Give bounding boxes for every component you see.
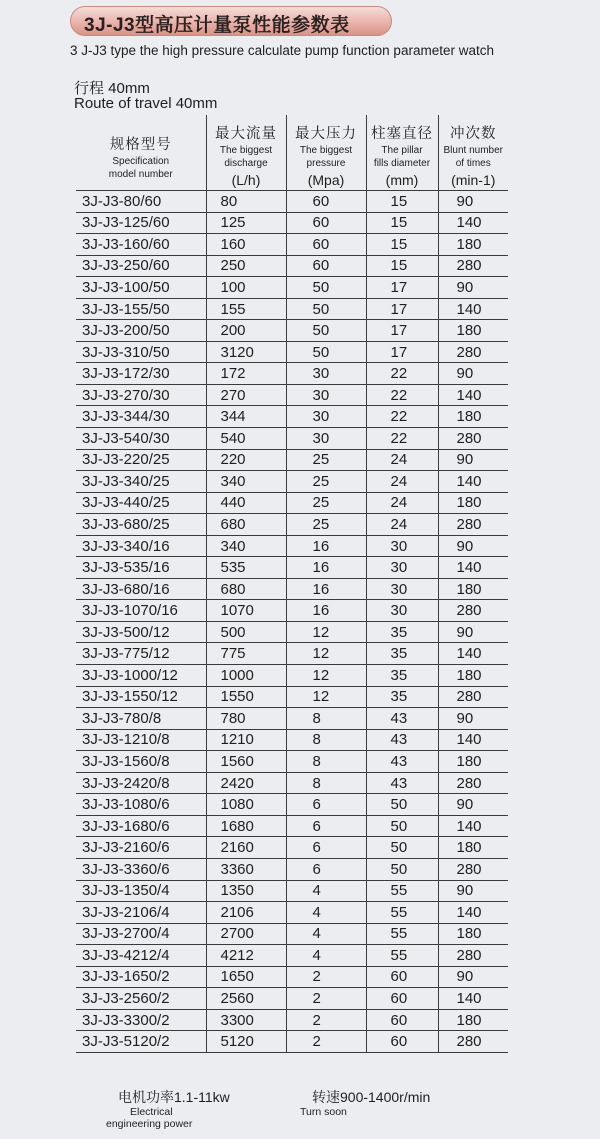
cell-model: 3J-J3-2106/4 — [76, 902, 206, 924]
cell-diameter: 15 — [366, 212, 438, 234]
cell-flow: 200 — [206, 320, 286, 342]
cell-model: 3J-J3-535/16 — [76, 557, 206, 579]
cell-pressure: 16 — [286, 535, 366, 557]
cell-flow: 1210 — [206, 729, 286, 751]
cell-strokes: 140 — [438, 384, 508, 406]
cell-model: 3J-J3-440/25 — [76, 492, 206, 514]
table-row — [76, 923, 508, 945]
table-row — [76, 988, 508, 1010]
cell-pressure: 8 — [286, 772, 366, 794]
table-row — [76, 255, 508, 277]
table-row — [76, 643, 508, 665]
cell-flow: 680 — [206, 578, 286, 600]
cell-pressure: 60 — [286, 191, 366, 213]
header-diameter-cn: 柱塞直径 — [371, 126, 433, 142]
cell-diameter: 55 — [366, 945, 438, 967]
cell-strokes: 280 — [438, 428, 508, 450]
cell-pressure: 16 — [286, 600, 366, 622]
header-strokes-en1: Blunt number — [443, 145, 503, 156]
cell-pressure: 6 — [286, 858, 366, 880]
cell-diameter: 22 — [366, 428, 438, 450]
travel-cn: 行程 40mm — [74, 80, 150, 97]
cell-flow: 1650 — [206, 966, 286, 988]
cell-strokes: 140 — [438, 643, 508, 665]
table-row — [76, 320, 508, 342]
table-row — [76, 492, 508, 514]
cell-diameter: 35 — [366, 621, 438, 643]
header-pressure-en2: pressure — [306, 158, 346, 169]
cell-diameter: 55 — [366, 902, 438, 924]
cell-strokes: 180 — [438, 923, 508, 945]
table-row — [76, 363, 508, 385]
cell-pressure: 2 — [286, 1009, 366, 1031]
cell-model: 3J-J3-340/16 — [76, 535, 206, 557]
cell-strokes: 140 — [438, 557, 508, 579]
table-row — [76, 535, 508, 557]
header-model-cn: 规格型号 — [109, 137, 172, 153]
cell-pressure: 30 — [286, 363, 366, 385]
cell-flow: 3360 — [206, 858, 286, 880]
table-row — [76, 191, 508, 213]
cell-diameter: 35 — [366, 665, 438, 687]
header-strokes-unit: (min-1) — [451, 172, 496, 188]
table-row — [76, 406, 508, 428]
table-row — [76, 384, 508, 406]
cell-flow: 340 — [206, 535, 286, 557]
cell-flow: 4212 — [206, 945, 286, 967]
table-row — [76, 1031, 508, 1053]
cell-strokes: 140 — [438, 815, 508, 837]
cell-model: 3J-J3-344/30 — [76, 406, 206, 428]
cell-diameter: 43 — [366, 751, 438, 773]
cell-flow: 2106 — [206, 902, 286, 924]
cell-model: 3J-J3-4212/4 — [76, 945, 206, 967]
cell-diameter: 43 — [366, 708, 438, 730]
header-pressure — [286, 115, 366, 191]
cell-model: 3J-J3-270/30 — [76, 384, 206, 406]
cell-pressure: 2 — [286, 1031, 366, 1053]
header-pressure-unit: (Mpa) — [307, 172, 345, 188]
cell-model: 3J-J3-680/25 — [76, 514, 206, 536]
table-row — [76, 471, 508, 493]
cell-model: 3J-J3-2560/2 — [76, 988, 206, 1010]
cell-pressure: 60 — [286, 212, 366, 234]
cell-flow: 220 — [206, 449, 286, 471]
cell-model: 3J-J3-125/60 — [76, 212, 206, 234]
table-row — [76, 945, 508, 967]
cell-flow: 3120 — [206, 341, 286, 363]
cell-flow: 340 — [206, 471, 286, 493]
motor-power-en1: Electrical — [130, 1106, 173, 1118]
cell-strokes: 90 — [438, 363, 508, 385]
cell-model: 3J-J3-340/25 — [76, 471, 206, 493]
header-flow-en2: discharge — [224, 158, 268, 169]
header-model-en2: model number — [108, 169, 173, 180]
motor-power-cn: 电机功率1.1-11kw — [118, 1089, 230, 1105]
cell-model: 3J-J3-80/60 — [76, 191, 206, 213]
cell-model: 3J-J3-780/8 — [76, 708, 206, 730]
table-row — [76, 621, 508, 643]
cell-pressure: 25 — [286, 492, 366, 514]
cell-pressure: 25 — [286, 514, 366, 536]
header-flow — [206, 115, 286, 191]
table-row — [76, 837, 508, 859]
table-header-row — [76, 115, 508, 191]
cell-diameter: 22 — [366, 363, 438, 385]
cell-strokes: 90 — [438, 621, 508, 643]
header-flow-en1: The biggest — [219, 145, 273, 156]
cell-strokes: 280 — [438, 686, 508, 708]
cell-strokes: 90 — [438, 794, 508, 816]
cell-model: 3J-J3-500/12 — [76, 621, 206, 643]
cell-pressure: 60 — [286, 234, 366, 256]
table-row — [76, 729, 508, 751]
cell-model: 3J-J3-775/12 — [76, 643, 206, 665]
cell-flow: 1000 — [206, 665, 286, 687]
cell-strokes: 180 — [438, 665, 508, 687]
cell-strokes: 180 — [438, 578, 508, 600]
cell-flow: 440 — [206, 492, 286, 514]
cell-diameter: 35 — [366, 643, 438, 665]
cell-flow: 1070 — [206, 600, 286, 622]
header-strokes-cn: 冲次数 — [450, 126, 497, 142]
table-row — [76, 277, 508, 299]
cell-diameter: 15 — [366, 234, 438, 256]
table-row — [76, 557, 508, 579]
cell-diameter: 55 — [366, 880, 438, 902]
table-row — [76, 298, 508, 320]
cell-strokes: 280 — [438, 600, 508, 622]
cell-pressure: 50 — [286, 298, 366, 320]
cell-diameter: 43 — [366, 772, 438, 794]
table-row — [76, 708, 508, 730]
cell-diameter: 24 — [366, 492, 438, 514]
table-row — [76, 600, 508, 622]
page-title: 3J-J3型高压计量泵性能参数表 — [84, 15, 350, 36]
cell-diameter: 17 — [366, 341, 438, 363]
cell-model: 3J-J3-250/60 — [76, 255, 206, 277]
cell-model: 3J-J3-680/16 — [76, 578, 206, 600]
cell-strokes: 90 — [438, 535, 508, 557]
cell-pressure: 16 — [286, 557, 366, 579]
cell-diameter: 17 — [366, 277, 438, 299]
cell-pressure: 30 — [286, 406, 366, 428]
cell-strokes: 90 — [438, 277, 508, 299]
cell-pressure: 4 — [286, 945, 366, 967]
cell-model: 3J-J3-1070/16 — [76, 600, 206, 622]
cell-diameter: 60 — [366, 988, 438, 1010]
cell-diameter: 24 — [366, 471, 438, 493]
cell-flow: 535 — [206, 557, 286, 579]
cell-pressure: 4 — [286, 923, 366, 945]
parameter-table — [76, 115, 508, 1053]
cell-pressure: 12 — [286, 621, 366, 643]
table-row — [76, 686, 508, 708]
table-row — [76, 772, 508, 794]
cell-flow: 100 — [206, 277, 286, 299]
cell-flow: 680 — [206, 514, 286, 536]
table-row — [76, 858, 508, 880]
cell-flow: 1080 — [206, 794, 286, 816]
cell-pressure: 6 — [286, 794, 366, 816]
cell-diameter: 50 — [366, 858, 438, 880]
cell-flow: 2160 — [206, 837, 286, 859]
cell-diameter: 50 — [366, 794, 438, 816]
cell-pressure: 16 — [286, 578, 366, 600]
cell-diameter: 60 — [366, 1031, 438, 1053]
cell-flow: 775 — [206, 643, 286, 665]
cell-strokes: 140 — [438, 212, 508, 234]
cell-model: 3J-J3-540/30 — [76, 428, 206, 450]
header-flow-unit: (L/h) — [231, 172, 261, 188]
cell-model: 3J-J3-3360/6 — [76, 858, 206, 880]
cell-diameter: 24 — [366, 514, 438, 536]
cell-flow: 172 — [206, 363, 286, 385]
header-model — [76, 115, 206, 191]
cell-strokes: 90 — [438, 880, 508, 902]
table-body — [76, 191, 508, 1053]
table-row — [76, 212, 508, 234]
cell-model: 3J-J3-200/50 — [76, 320, 206, 342]
cell-strokes: 180 — [438, 320, 508, 342]
cell-strokes: 280 — [438, 945, 508, 967]
cell-model: 3J-J3-1350/4 — [76, 880, 206, 902]
table-row — [76, 1009, 508, 1031]
speed-en: Turn soon — [300, 1106, 347, 1118]
table-row — [76, 902, 508, 924]
cell-flow: 344 — [206, 406, 286, 428]
cell-pressure: 2 — [286, 966, 366, 988]
cell-flow: 5120 — [206, 1031, 286, 1053]
cell-flow: 155 — [206, 298, 286, 320]
header-diameter-en1: The pillar — [381, 145, 423, 156]
cell-model: 3J-J3-1550/12 — [76, 686, 206, 708]
cell-diameter: 50 — [366, 837, 438, 859]
cell-strokes: 90 — [438, 966, 508, 988]
page-subtitle: 3 J-J3 type the high pressure calculate pump function parameter watch — [70, 43, 494, 58]
cell-model: 3J-J3-3300/2 — [76, 1009, 206, 1031]
cell-pressure: 6 — [286, 815, 366, 837]
cell-diameter: 22 — [366, 406, 438, 428]
cell-strokes: 280 — [438, 1031, 508, 1053]
cell-strokes: 90 — [438, 708, 508, 730]
cell-model: 3J-J3-1560/8 — [76, 751, 206, 773]
table-row — [76, 815, 508, 837]
cell-strokes: 90 — [438, 191, 508, 213]
cell-pressure: 50 — [286, 341, 366, 363]
header-strokes — [438, 115, 508, 191]
cell-pressure: 25 — [286, 449, 366, 471]
cell-pressure: 4 — [286, 902, 366, 924]
cell-diameter: 15 — [366, 255, 438, 277]
header-strokes-en2: of times — [455, 158, 491, 169]
cell-pressure: 50 — [286, 320, 366, 342]
cell-strokes: 280 — [438, 858, 508, 880]
header-diameter-en2: fills diameter — [373, 158, 431, 169]
cell-pressure: 8 — [286, 729, 366, 751]
cell-strokes: 180 — [438, 837, 508, 859]
cell-diameter: 30 — [366, 600, 438, 622]
cell-pressure: 60 — [286, 255, 366, 277]
header-pressure-cn: 最大压力 — [295, 126, 357, 142]
table-row — [76, 880, 508, 902]
cell-strokes: 180 — [438, 492, 508, 514]
cell-flow: 125 — [206, 212, 286, 234]
cell-flow: 1680 — [206, 815, 286, 837]
cell-strokes: 90 — [438, 449, 508, 471]
cell-flow: 3300 — [206, 1009, 286, 1031]
cell-diameter: 50 — [366, 815, 438, 837]
cell-flow: 1560 — [206, 751, 286, 773]
cell-strokes: 140 — [438, 298, 508, 320]
table-row — [76, 514, 508, 536]
cell-flow: 250 — [206, 255, 286, 277]
cell-pressure: 6 — [286, 837, 366, 859]
cell-model: 3J-J3-2700/4 — [76, 923, 206, 945]
header-diameter — [366, 115, 438, 191]
cell-flow: 780 — [206, 708, 286, 730]
cell-diameter: 55 — [366, 923, 438, 945]
cell-flow: 2560 — [206, 988, 286, 1010]
cell-diameter: 22 — [366, 384, 438, 406]
cell-flow: 540 — [206, 428, 286, 450]
header-diameter-unit: (mm) — [385, 172, 419, 188]
cell-strokes: 180 — [438, 234, 508, 256]
cell-model: 3J-J3-1680/6 — [76, 815, 206, 837]
cell-pressure: 8 — [286, 751, 366, 773]
cell-strokes: 280 — [438, 772, 508, 794]
cell-diameter: 60 — [366, 1009, 438, 1031]
cell-diameter: 30 — [366, 535, 438, 557]
cell-model: 3J-J3-310/50 — [76, 341, 206, 363]
cell-pressure: 8 — [286, 708, 366, 730]
cell-pressure: 30 — [286, 428, 366, 450]
cell-model: 3J-J3-100/50 — [76, 277, 206, 299]
table-row — [76, 794, 508, 816]
cell-flow: 2420 — [206, 772, 286, 794]
cell-flow: 2700 — [206, 923, 286, 945]
cell-diameter: 35 — [366, 686, 438, 708]
cell-pressure: 2 — [286, 988, 366, 1010]
table-row — [76, 428, 508, 450]
cell-model: 3J-J3-1000/12 — [76, 665, 206, 687]
header-model-en1: Specification — [112, 156, 170, 167]
cell-diameter: 17 — [366, 320, 438, 342]
cell-model: 3J-J3-172/30 — [76, 363, 206, 385]
header-pressure-en1: The biggest — [299, 145, 353, 156]
header-flow-cn: 最大流量 — [215, 126, 277, 142]
cell-pressure: 12 — [286, 665, 366, 687]
cell-strokes: 140 — [438, 902, 508, 924]
cell-flow: 160 — [206, 234, 286, 256]
cell-pressure: 12 — [286, 643, 366, 665]
cell-strokes: 180 — [438, 1009, 508, 1031]
cell-strokes: 140 — [438, 729, 508, 751]
motor-power-en2: engineering power — [106, 1118, 193, 1130]
cell-pressure: 25 — [286, 471, 366, 493]
travel-en: Route of travel 40mm — [74, 95, 218, 112]
cell-strokes: 140 — [438, 988, 508, 1010]
cell-strokes: 180 — [438, 751, 508, 773]
table-row — [76, 341, 508, 363]
cell-model: 3J-J3-5120/2 — [76, 1031, 206, 1053]
cell-model: 3J-J3-2160/6 — [76, 837, 206, 859]
cell-diameter: 30 — [366, 557, 438, 579]
cell-strokes: 180 — [438, 406, 508, 428]
cell-diameter: 43 — [366, 729, 438, 751]
cell-model: 3J-J3-160/60 — [76, 234, 206, 256]
cell-diameter: 15 — [366, 191, 438, 213]
table-row — [76, 966, 508, 988]
cell-strokes: 280 — [438, 341, 508, 363]
table-row — [76, 751, 508, 773]
cell-pressure: 4 — [286, 880, 366, 902]
cell-flow: 1350 — [206, 880, 286, 902]
cell-diameter: 17 — [366, 298, 438, 320]
cell-model: 3J-J3-1650/2 — [76, 966, 206, 988]
table-row — [76, 665, 508, 687]
table-row — [76, 449, 508, 471]
cell-strokes: 140 — [438, 471, 508, 493]
cell-pressure: 12 — [286, 686, 366, 708]
cell-model: 3J-J3-220/25 — [76, 449, 206, 471]
cell-model: 3J-J3-1210/8 — [76, 729, 206, 751]
speed-cn: 转速900-1400r/min — [312, 1089, 431, 1105]
cell-diameter: 60 — [366, 966, 438, 988]
cell-flow: 80 — [206, 191, 286, 213]
cell-flow: 270 — [206, 384, 286, 406]
cell-flow: 1550 — [206, 686, 286, 708]
cell-strokes: 280 — [438, 255, 508, 277]
cell-model: 3J-J3-155/50 — [76, 298, 206, 320]
cell-strokes: 280 — [438, 514, 508, 536]
cell-model: 3J-J3-1080/6 — [76, 794, 206, 816]
cell-flow: 500 — [206, 621, 286, 643]
cell-diameter: 24 — [366, 449, 438, 471]
cell-pressure: 50 — [286, 277, 366, 299]
cell-diameter: 30 — [366, 578, 438, 600]
cell-pressure: 30 — [286, 384, 366, 406]
cell-model: 3J-J3-2420/8 — [76, 772, 206, 794]
table-row — [76, 578, 508, 600]
table-row — [76, 234, 508, 256]
